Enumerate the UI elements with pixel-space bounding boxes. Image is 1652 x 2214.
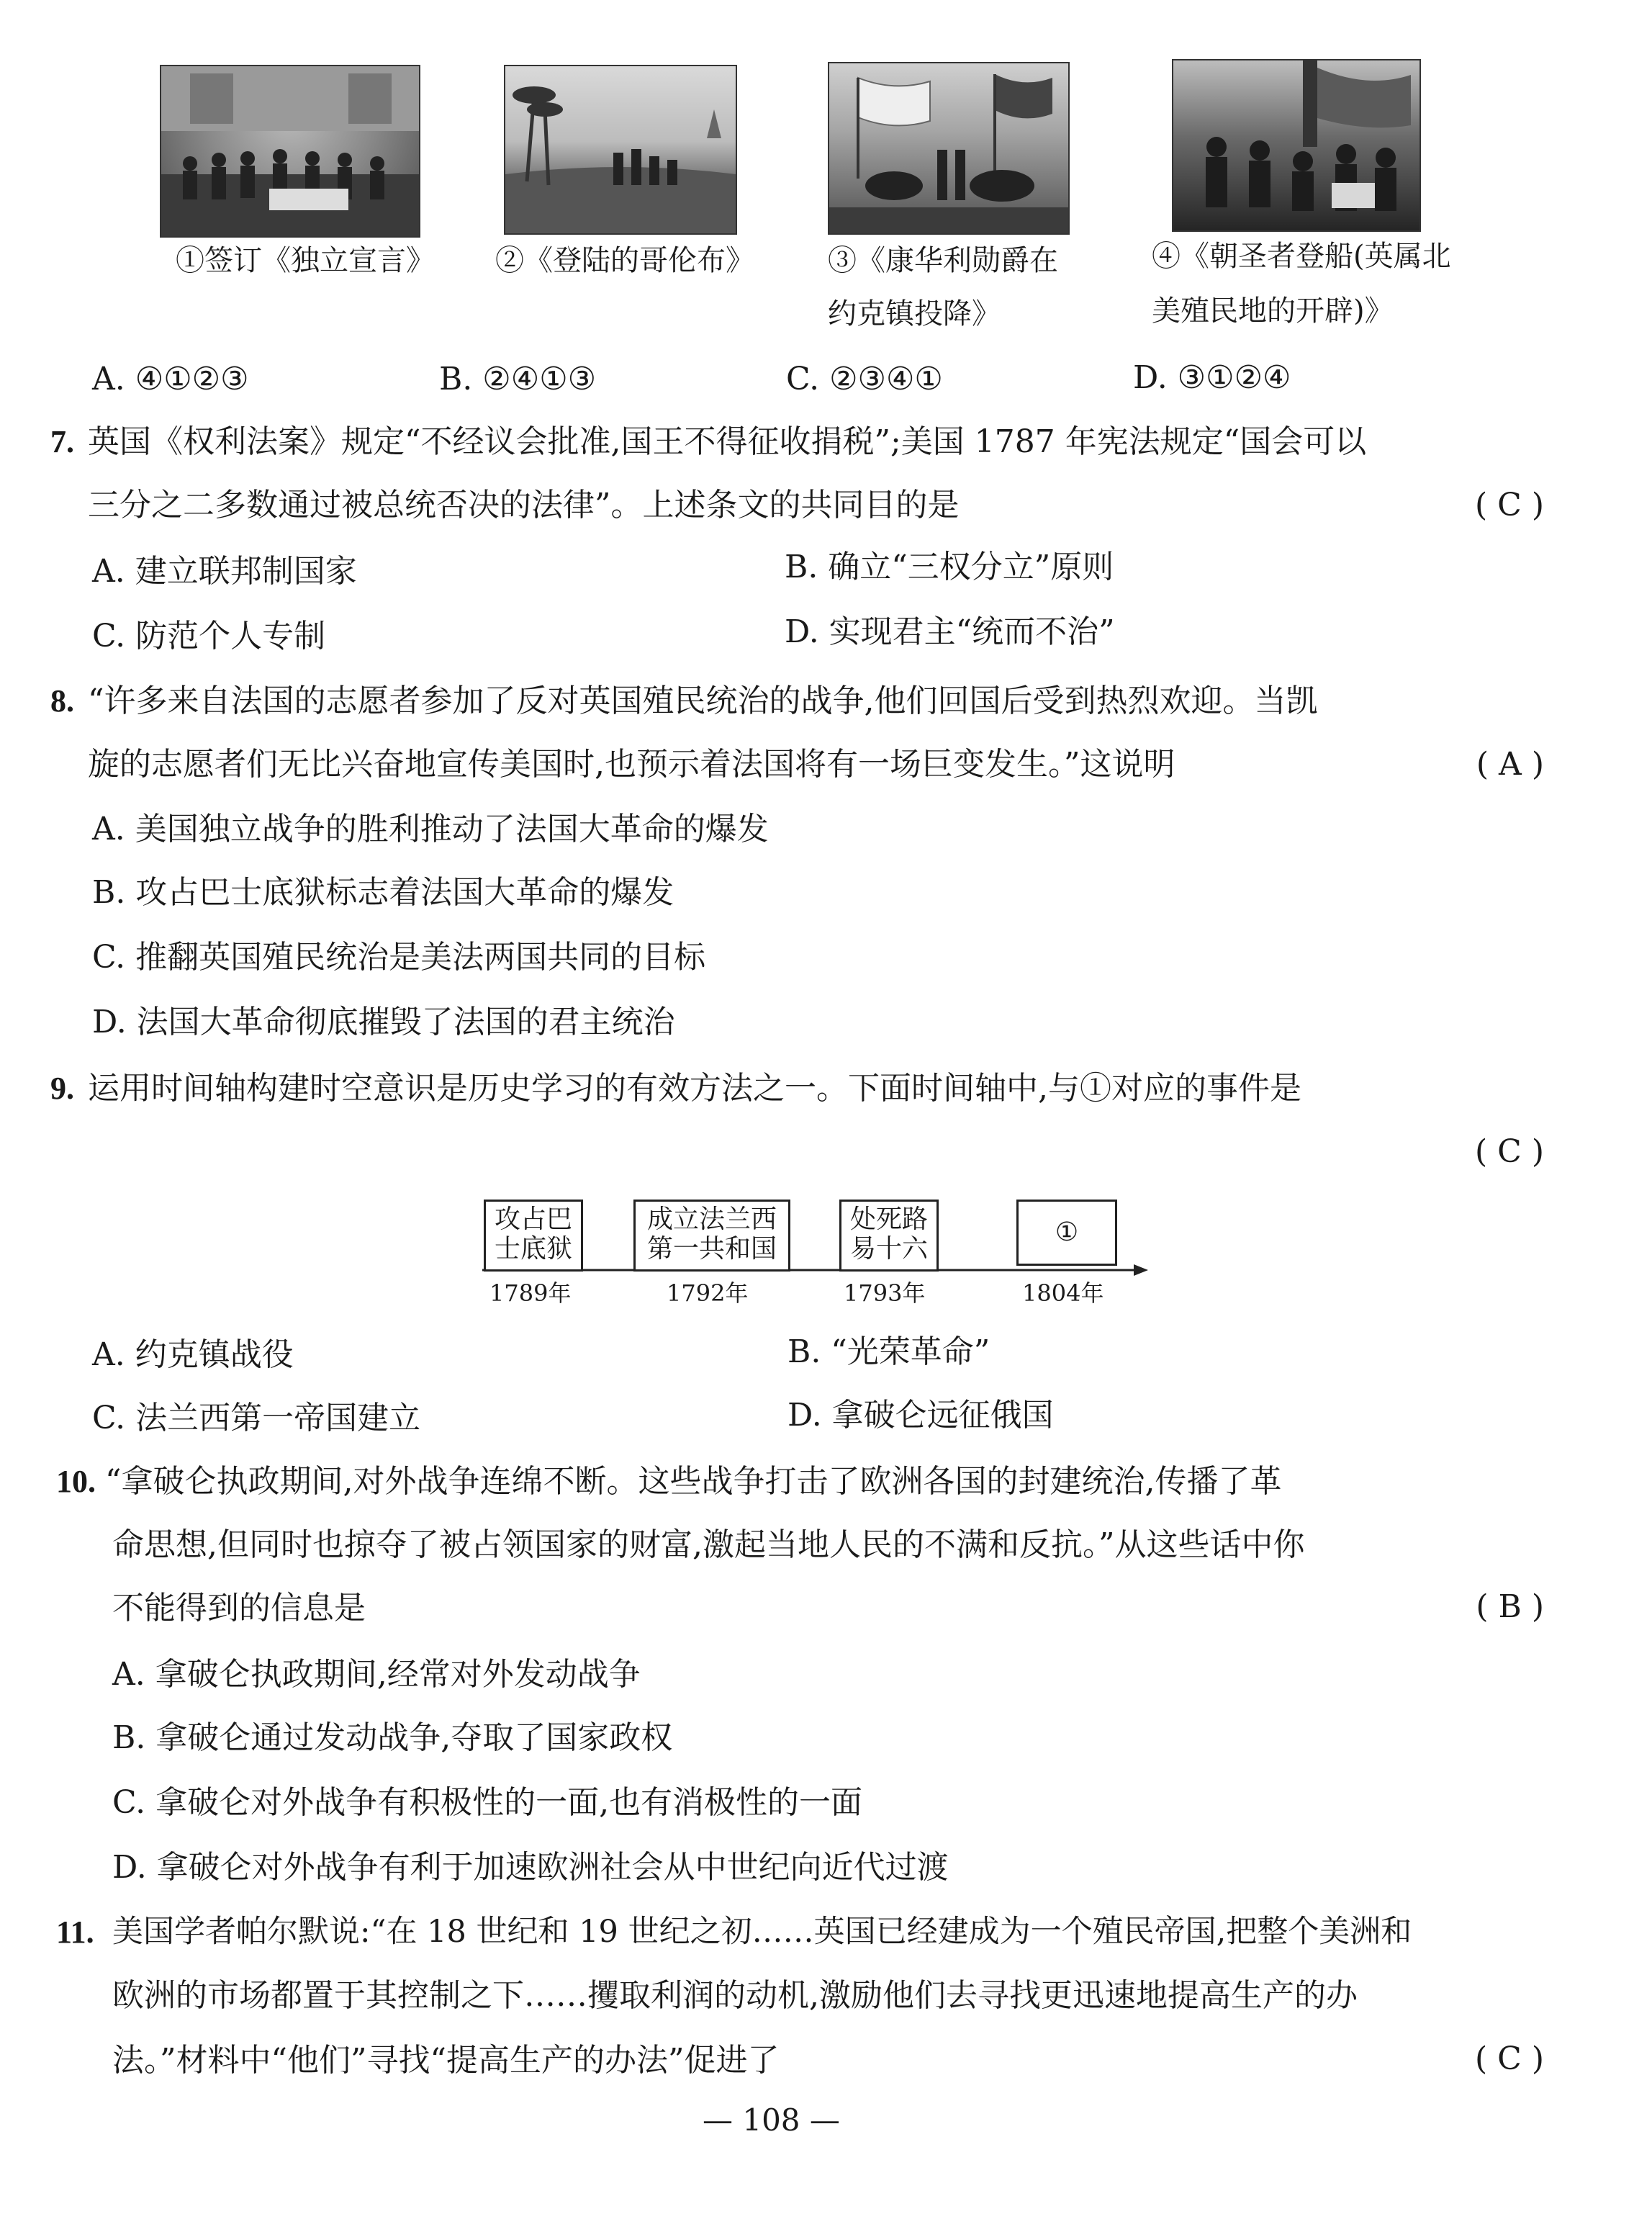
q11-stem-line1: 美国学者帕尔默说:“在 18 世纪和 19 世纪之初……英国已经建成为一个殖民帝国,把整个美洲和 xyxy=(112,1914,1412,1950)
timeline-year-2: 1792年 xyxy=(667,1279,749,1307)
q8-option-a: A. 美国独立战争的胜利推动了法国大革命的爆发 xyxy=(92,811,769,847)
q9-number: 9. xyxy=(50,1071,74,1106)
timeline-year-4: 1804年 xyxy=(1022,1279,1104,1307)
q8-stem-line2: 旋的志愿者们无比兴奋地宣传美国时,也预示着法国将有一场巨变发生。”这说明 xyxy=(88,746,1175,783)
q10-option-b: B. 拿破仑通过发动战争,夺取了国家政权 xyxy=(112,1719,673,1756)
q9-stem-line1: 运用时间轴构建时空意识是历史学习的有效方法之一。下面时间轴中,与①对应的事件是 xyxy=(88,1070,1301,1107)
timeline-box-3-line2: 易十六 xyxy=(849,1234,928,1264)
q10-option-c: C. 拿破仑对外战争有积极性的一面,也有消极性的一面 xyxy=(112,1784,863,1821)
q11-answer: ( C ) xyxy=(1475,2040,1544,2077)
caption-image-4-line1: ④《朝圣者登船(英属北 xyxy=(1152,240,1451,273)
q7-answer: ( C ) xyxy=(1475,487,1544,523)
q9-answer: ( C ) xyxy=(1475,1133,1544,1170)
painting-cornwallis-surrender-icon xyxy=(829,63,1068,233)
q8-number: 8. xyxy=(50,683,74,719)
q9-option-a: A. 约克镇战役 xyxy=(92,1336,294,1373)
q11-stem-line2: 欧洲的市场都置于其控制之下……攫取利润的动机,激励他们去寻找更迅速地提高生产的办 xyxy=(112,1977,1358,2014)
q10-option-d: D. 拿破仑对外战争有利于加速欧洲社会从中世纪向近代过渡 xyxy=(112,1849,949,1886)
q7-option-c: C. 防范个人专制 xyxy=(92,618,326,654)
q10-option-a: A. 拿破仑执政期间,经常对外发动战争 xyxy=(112,1656,641,1693)
q6-option-a: A. ④①②③ xyxy=(92,361,249,397)
page-number: — 108 — xyxy=(703,2102,840,2138)
q10-answer: ( B ) xyxy=(1476,1588,1544,1625)
image-columbus-landing xyxy=(504,65,737,235)
q7-stem-line1: 英国《权利法案》规定“不经议会批准,国王不得征收捐税”;美国 1787 年宪法规定“国会可以 xyxy=(88,423,1367,460)
q8-answer: ( A ) xyxy=(1476,746,1544,783)
caption-image-3-line1: ③《康华利勋爵在 xyxy=(828,244,1058,277)
q8-option-c: C. 推翻英国殖民统治是美法两国共同的目标 xyxy=(92,939,706,976)
q9-option-b: B. “光荣革命” xyxy=(787,1333,990,1370)
image-pilgrims-embarking xyxy=(1172,59,1421,232)
caption-image-3-line2: 约克镇投降》 xyxy=(828,297,1001,330)
q10-stem-line3: 不能得到的信息是 xyxy=(112,1590,366,1626)
q6-option-d: D. ③①②④ xyxy=(1133,359,1291,396)
timeline-box-2 xyxy=(633,1200,790,1272)
q10-stem-line2: 命思想,但同时也掠夺了被占领国家的财富,激起当地人民的不满和反抗。”从这些话中你 xyxy=(112,1526,1305,1563)
q9-option-c: C. 法兰西第一帝国建立 xyxy=(92,1400,421,1436)
timeline-box-2-line1: 成立法兰西 xyxy=(646,1205,777,1234)
timeline-box-1 xyxy=(484,1200,583,1272)
q7-option-b: B. 确立“三权分立”原则 xyxy=(785,549,1114,585)
q8-option-d: D. 法国大革命彻底摧毁了法国的君主统治 xyxy=(92,1004,675,1040)
timeline-box-1-line1: 攻占巴 xyxy=(494,1205,572,1234)
q6-option-c: C. ②③④① xyxy=(786,361,943,397)
timeline-box-2-line2: 第一共和国 xyxy=(646,1234,777,1264)
q10-number: 10. xyxy=(56,1464,96,1499)
timeline-year-1: 1789年 xyxy=(489,1279,572,1307)
q9-option-d: D. 拿破仑远征俄国 xyxy=(787,1397,1054,1434)
image-cornwallis-surrender xyxy=(828,62,1070,235)
image-signing-declaration xyxy=(160,65,420,238)
q11-number: 11. xyxy=(56,1914,94,1950)
painting-signing-declaration-icon xyxy=(161,66,419,236)
q8-option-b: B. 攻占巴士底狱标志着法国大革命的爆发 xyxy=(92,874,674,911)
timeline-box-4-line1: ① xyxy=(1055,1218,1079,1247)
timeline-box-3-line1: 处死路 xyxy=(849,1205,928,1234)
q7-number: 7. xyxy=(50,424,74,459)
q11-stem-line3: 法。”材料中“他们”寻找“提高生产的办法”促进了 xyxy=(112,2042,780,2079)
q8-stem-line1: “许多来自法国的志愿者参加了反对英国殖民统治的战争,他们回国后受到热烈欢迎。当凯 xyxy=(88,683,1318,719)
painting-pilgrims-embarking-icon xyxy=(1173,60,1419,230)
painting-columbus-landing-icon xyxy=(505,66,736,233)
q7-stem-line2: 三分之二多数通过被总统否决的法律”。上述条文的共同目的是 xyxy=(88,487,960,523)
timeline-box-3 xyxy=(839,1200,939,1272)
q7-option-a: A. 建立联邦制国家 xyxy=(92,553,357,590)
q7-option-d: D. 实现君主“统而不治” xyxy=(785,613,1115,650)
caption-image-2: ②《登陆的哥伦布》 xyxy=(495,244,754,277)
caption-image-4-line2: 美殖民地的开辟)》 xyxy=(1152,294,1394,328)
timeline-year-3: 1793年 xyxy=(844,1279,926,1307)
q6-option-b: B. ②④①③ xyxy=(439,361,597,397)
caption-image-1: ①签订《独立宣言》 xyxy=(176,244,435,277)
q10-stem-line1: “拿破仑执政期间,对外战争连绵不断。这些战争打击了欧洲各国的封建统治,传播了革 xyxy=(105,1463,1282,1500)
timeline-box-1-line2: 士底狱 xyxy=(494,1234,572,1264)
timeline-box-4 xyxy=(1016,1200,1117,1266)
